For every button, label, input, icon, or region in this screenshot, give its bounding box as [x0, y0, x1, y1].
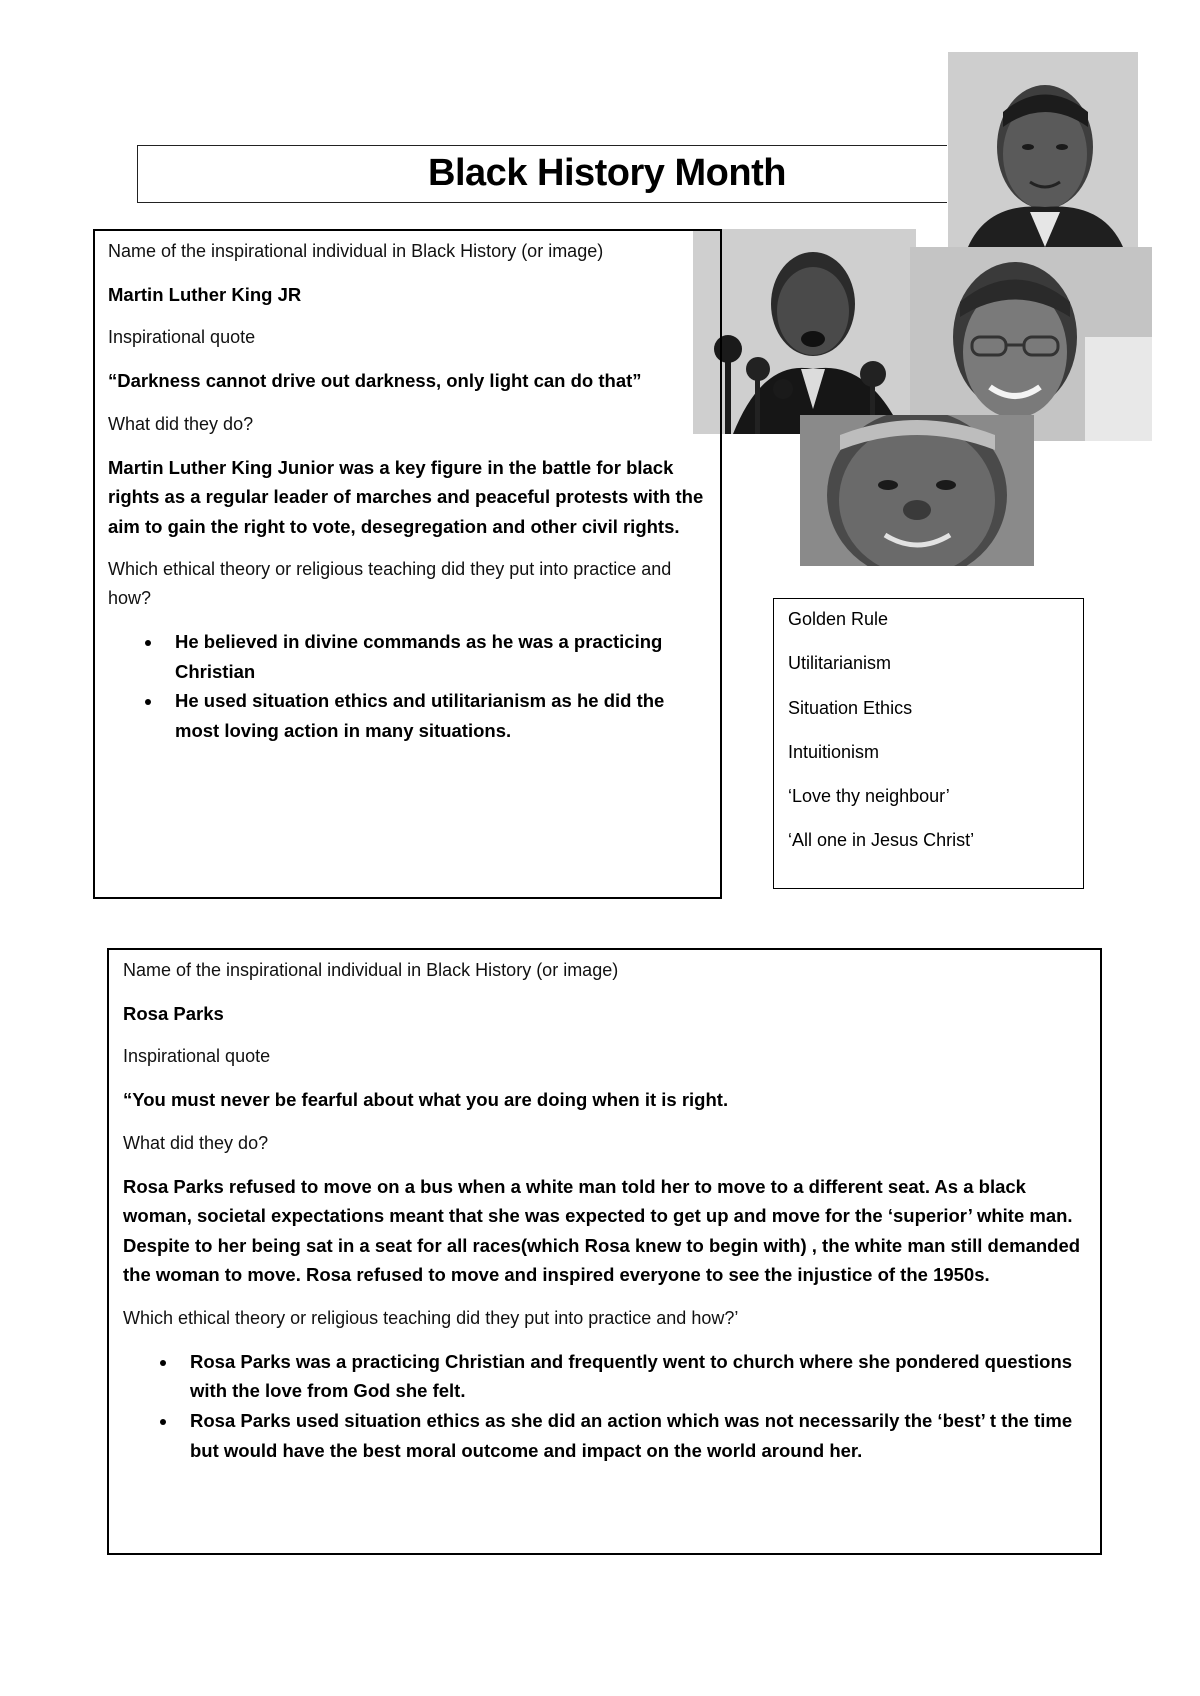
- theory-bullet-list: [108, 627, 708, 745]
- person-quote: “Darkness cannot drive out darkness, only light can do that”: [108, 370, 642, 392]
- name-prompt: Name of the inspirational individual in Black History (or image): [123, 960, 619, 980]
- theory-prompt: Which ethical theory or religious teaching did they put into practice and how?’: [123, 1307, 739, 1328]
- list-item: • Rosa Parks used situation ethics as she did an action which was not necessarily the ‘best’ t the time but would have the best moral outcome and impact on the world around her.: [178, 1406, 1088, 1465]
- did-answer: Martin Luther King Junior was a key figure in the battle for black rights as a regular leader of marches and peaceful protests with the aim to gain the right to vote, desegregation and other civil rights.: [108, 456, 704, 537]
- theory-prompt: Which ethical theory or religious teaching did they put into practice and how?: [108, 559, 672, 609]
- quote-prompt: Inspirational quote: [108, 327, 256, 348]
- theory-bullet-list: [123, 1347, 1088, 1465]
- did-prompt: What did they do?: [108, 413, 254, 434]
- rosa-parks-info-box: [107, 948, 1102, 1555]
- page-title: Black History Month: [428, 152, 786, 194]
- photo-mlk: [693, 229, 916, 434]
- mlk-info-box: [93, 229, 722, 899]
- list-item: • He used situation ethics and utilitarianism as he did the most loving action in many situations.: [163, 686, 708, 745]
- photo-obama: [948, 52, 1138, 247]
- word-bank-item: Intuitionism: [788, 741, 880, 762]
- obama-portrait-image: [948, 52, 1138, 247]
- mlk-portrait-image: [693, 229, 916, 434]
- photo-rosa-parks: [910, 247, 1152, 441]
- rosa-parks-portrait-image: [910, 247, 1152, 441]
- person-quote: “You must never be fearful about what you are doing when it is right.: [123, 1089, 729, 1111]
- word-bank-box: [773, 598, 1084, 889]
- word-bank-item: Golden Rule: [788, 609, 889, 629]
- did-prompt: What did they do?: [123, 1132, 269, 1153]
- word-bank-item: Utilitarianism: [788, 653, 892, 674]
- person-name: Martin Luther King JR: [108, 283, 302, 305]
- quote-prompt: Inspirational quote: [123, 1046, 271, 1067]
- person-name: Rosa Parks: [123, 1002, 224, 1024]
- word-bank-item: Situation Ethics: [788, 697, 913, 718]
- did-answer: Rosa Parks refused to move on a bus when a white man told her to move to a different seat. As a black woman, societal expectations meant that she was expected to get up and move for the ‘superior’ white man. Despite to her being sat in a seat for all races(which Rosa knew to begin with) , the white man still demanded the woman to move. Rosa refused to move and inspired everyone to see the injustice of the 1950s.: [123, 1175, 1081, 1286]
- word-bank-item: ‘All one in Jesus Christ’: [788, 830, 975, 851]
- name-prompt: Name of the inspirational individual in Black History (or image): [108, 241, 604, 261]
- photo-mandela: [800, 415, 1034, 566]
- mandela-portrait-image: [800, 415, 1034, 566]
- list-item: • He believed in divine commands as he was a practicing Christian: [163, 627, 708, 686]
- word-bank-item: ‘Love thy neighbour’: [788, 786, 950, 807]
- list-item: • Rosa Parks was a practicing Christian and frequently went to church where she pondered questions with the love from God she felt.: [178, 1347, 1088, 1406]
